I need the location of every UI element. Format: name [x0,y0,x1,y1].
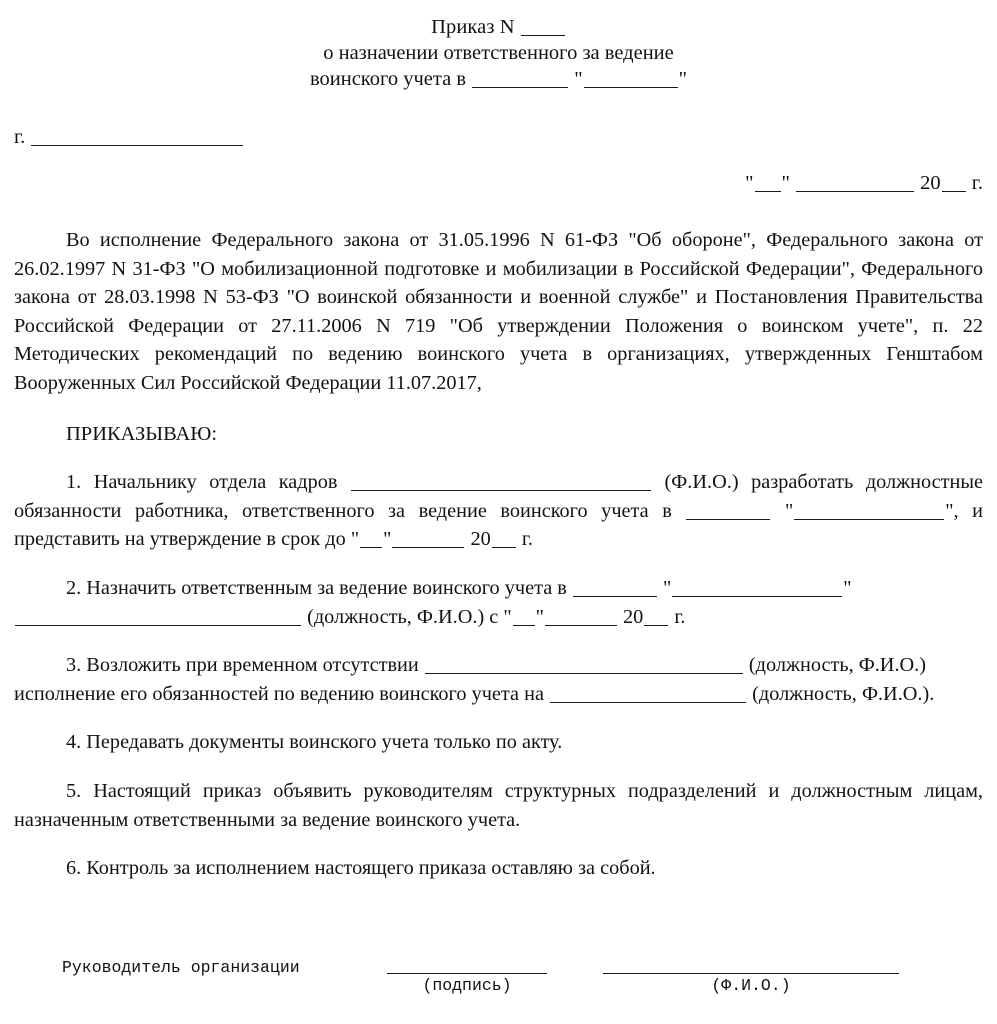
item-3-substitute-blank[interactable] [550,683,746,703]
item-1-org-type-blank[interactable] [686,500,770,520]
order-item-6 [14,834,983,883]
item-2-org-name-blank[interactable] [672,577,842,597]
item-3-position-fio-blank[interactable] [425,654,743,674]
item-2-year-suffix: г. [674,605,686,628]
order-keyword: ПРИКАЗЫВАЮ: [66,422,218,445]
item-3-text-b: (должность, Ф.И.О.) исполнение его обязанностей по ведению воинского учета на [14,654,926,705]
item-6-text: Контроль за исполнением настоящего приказа оставляю за собой. [81,857,656,880]
item-3-text-a: Возложить при временном отсутствии [81,654,424,677]
order-item-1 [14,448,983,554]
order-item-2 [14,554,983,603]
item-1-quote-open: " [784,499,794,522]
order-item-4 [14,708,983,757]
title-org-label: воинского учета в [309,68,472,90]
fio-caption: (Ф.И.О.) [711,976,791,995]
item-1-text-c: ", и представить на утверждение в срок до [14,499,983,551]
document-title-block [0,0,997,92]
item-2-day-blank[interactable] [513,606,535,626]
item-5-number: 5. [66,779,82,802]
date-year-blank[interactable] [942,172,966,192]
preamble-paragraph: Во исполнение Федерального закона от 31.05.1996 N 61-ФЗ "Об обороне", Федерального закона от 26.02.1997 N 31-ФЗ "О мобилизационной подготовке и мобилизации в Российской Федерации", Федерального закона от 28.03.1998 N 53-ФЗ "О воинской обязанности и военной службе" и Постановления Правительства Российской Федерации от 27.11.2006 N 719 "Об утверждении Положения о воинском учете", п. 22 Методических рекомендаций по ведению воинского учета в организациях, утвержденных Генштабом Вооруженных Сил Российской Федерации 11.07.2017, [14,229,983,394]
date-day-blank[interactable] [755,172,781,192]
item-2-quote-open: " [663,576,672,599]
title-line-subject: о назначении ответственного за ведение [323,42,674,64]
item-2-line2-text: (должность, Ф.И.О.) с [307,605,504,628]
item-6-number: 6. [66,857,82,880]
item-1-day-blank[interactable] [360,529,382,549]
signature-field[interactable] [387,956,547,995]
city-label: г. [14,126,26,148]
organization-name-blank[interactable] [584,68,678,88]
signature-line-blank[interactable] [387,956,547,974]
order-item-5 [14,757,983,834]
item-4-text: Передавать документы воинского учета только по акту. [81,731,563,754]
item-1-text-b: (Ф.И.О.) разработать должностные обязанности работника, ответственного за ведение воинского учета в [14,471,983,522]
item-1-number: 1. [66,471,82,494]
fio-line-blank[interactable] [603,956,899,974]
signature-row [62,956,982,995]
item-2-text-a: Назначить ответственным за ведение воинского учета в [81,576,572,599]
item-1-org-name-blank[interactable] [794,500,944,520]
item-2-number: 2. [66,576,82,599]
item-1-day-quote-close: " [383,528,392,551]
title-line-order-number [0,14,997,40]
item-1-month-blank[interactable] [392,529,464,549]
signatory-role-label: Руководитель организации [62,958,300,977]
signature-caption: (подпись) [422,976,512,995]
item-1-year-suffix: г. [521,528,533,551]
item-3-text-c: (должность, Ф.И.О.). [747,682,935,705]
item-2-year-blank[interactable] [644,606,668,626]
title-order-label: Приказ N [431,16,520,38]
city-name-blank[interactable] [31,126,243,146]
order-item-2-line-2 [14,603,983,632]
item-4-number: 4. [66,731,82,754]
item-2-month-blank[interactable] [545,606,617,626]
item-1-fio-blank[interactable] [351,471,651,491]
item-3-number: 3. [66,654,82,677]
item-1-year-prefix: 20 [470,528,491,551]
date-month-blank[interactable] [796,172,914,192]
date-year-suffix: г. [971,172,983,194]
order-number-blank[interactable] [521,16,565,36]
signature-block [62,956,982,995]
item-1-text-a: Начальнику отдела кадров [81,471,350,494]
item-2-day-quote-close: " [535,605,544,628]
item-2-position-fio-blank[interactable] [15,606,301,626]
date-line [745,172,983,195]
item-2-quote-close: " [843,576,852,599]
title-quote-close: " [678,68,688,90]
date-quote-open: " [745,172,754,194]
item-1-day-quote-open: " [350,528,360,551]
item-2-org-type-blank[interactable] [573,577,657,597]
item-2-year-prefix: 20 [622,605,644,628]
date-quote-close: " [781,172,790,194]
document-body [14,226,983,883]
fio-field[interactable] [603,956,899,995]
city-line [14,126,244,149]
date-year-prefix: 20 [920,172,941,194]
order-item-3 [14,631,983,708]
title-line-organization [0,66,997,92]
title-quote-open: " [574,68,583,90]
item-5-text: Настоящий приказ объявить руководителям структурных подразделений и должностным лицам, назначенным ответственными за ведение воинского учета. [14,779,983,831]
organization-type-blank[interactable] [472,68,568,88]
item-1-year-blank[interactable] [492,529,516,549]
item-2-day-quote-open: " [503,605,512,628]
